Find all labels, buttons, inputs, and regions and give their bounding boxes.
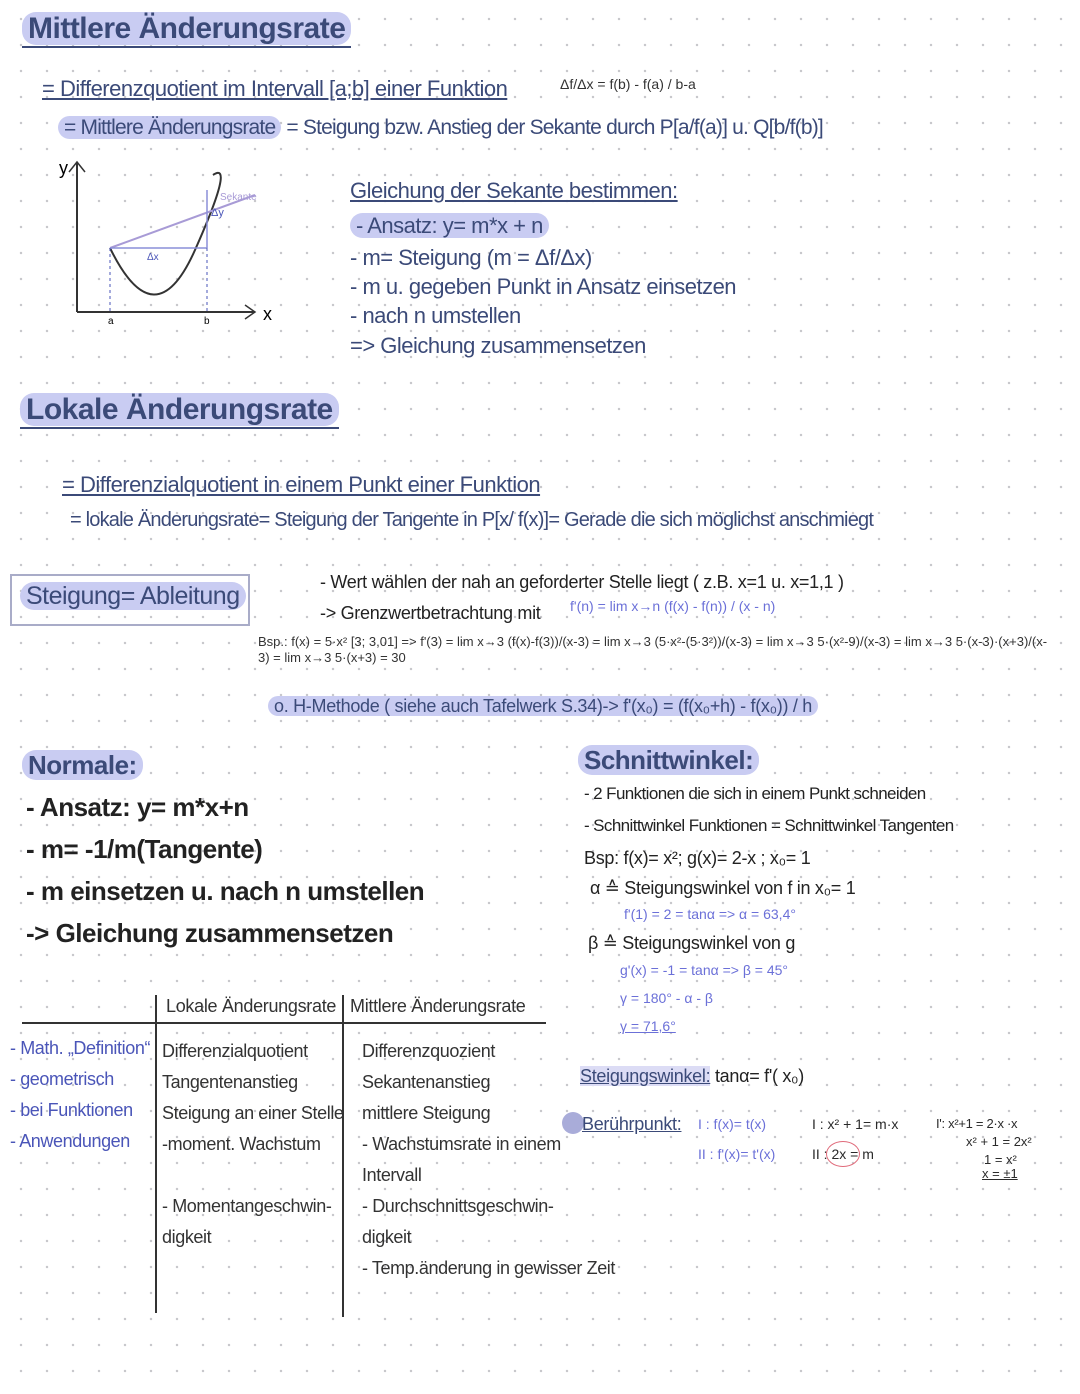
title-schnittwinkel: Schnittwinkel: bbox=[578, 745, 759, 775]
limit-formula: f'(n) = lim x→n (f(x) - f(n)) / (x - n) bbox=[570, 598, 776, 614]
tangent-slope-line: = lokale Änderungsrate= Steigung der Tangente in P[x/ f(x)]= Gerade die sich möglichst anschmiegt bbox=[70, 509, 874, 531]
solve-step-1: I': x²+1 = 2·x ·x bbox=[936, 1116, 1018, 1131]
gamma-result: γ = 71,6° bbox=[620, 1018, 676, 1034]
secant-heading: Gleichung der Sekante bestimmen: bbox=[350, 178, 678, 203]
row-label-anwendungen: - Anwendungen bbox=[10, 1131, 130, 1151]
cell-mittel: - Wachstumsrate in einem bbox=[362, 1134, 561, 1154]
schnittwinkel-item-2: - Schnittwinkel Funktionen = Schnittwinkel Tangenten bbox=[584, 816, 954, 835]
beta-calculation: g'(x) = -1 = tanα => β = 45° bbox=[620, 962, 789, 978]
cell-mittel: Sekantenanstieg bbox=[362, 1072, 491, 1092]
graph-dx-label: Δx bbox=[147, 252, 159, 263]
gamma-formula: γ = 180° - α - β bbox=[620, 990, 713, 1006]
secant-step-2: - m= Steigung (m = Δf/Δx) bbox=[350, 245, 592, 270]
secant-step-3: - m u. gegeben Punkt in Ansatz einsetzen bbox=[350, 274, 737, 299]
schnittwinkel-example: Bsp: f(x)= x²; g(x)= 2-x ; x₀= 1 bbox=[584, 848, 811, 868]
secant-slope-text: = Steigung bzw. Anstieg der Sekante durch P[a/f(a)] u. Q[b/f(b)] bbox=[286, 116, 823, 139]
graph-b-label: b bbox=[204, 316, 210, 327]
cell-lokal bbox=[162, 1160, 344, 1191]
title-lokale-aenderungsrate: Lokale Änderungsrate bbox=[20, 393, 339, 426]
graph-secant-label: Sekante bbox=[220, 192, 257, 203]
steigungswinkel-label: Steigungswinkel: bbox=[580, 1066, 711, 1086]
secant-graph bbox=[55, 150, 295, 330]
alpha-definition: α ≙ Steigungswinkel von f in x₀= 1 bbox=[590, 878, 856, 898]
differential-quotient-line: = Differenzialquotient in einem Punkt einer Funktion bbox=[62, 472, 541, 497]
cell-mittel: - Temp.änderung in gewisser Zeit bbox=[362, 1258, 615, 1278]
normale-item-1: - Ansatz: y= m*x+n bbox=[26, 792, 249, 822]
beruehrpunkt-label: Berührpunkt: bbox=[582, 1114, 682, 1134]
row-label-geometrisch: - geometrisch bbox=[10, 1069, 114, 1089]
h-method: o. H-Methode ( siehe auch Tafelwerk S.34)-> f'(x₀) = (f(x₀+h) - f(x₀)) / h bbox=[268, 696, 818, 716]
schnittwinkel-item-1: - 2 Funktionen die sich in einem Punkt schneiden bbox=[584, 784, 926, 803]
beruehrpunkt-eq-1: I : x² + 1= m·x bbox=[812, 1116, 899, 1132]
graph-y-label: y bbox=[59, 158, 68, 178]
highlight-mittlere: = Mittlere Änderungsrate bbox=[58, 116, 281, 139]
steigung-ableitung-label: Steigung= Ableitung bbox=[20, 582, 246, 610]
table-header-mittel: Mittlere Änderungsrate bbox=[350, 996, 526, 1016]
cell-lokal: -moment. Wachstum bbox=[162, 1134, 321, 1154]
cell-lokal: - Momentangeschwin- bbox=[162, 1196, 332, 1216]
alpha-calculation: f'(1) = 2 = tanα => α = 63,4° bbox=[624, 906, 796, 922]
cell-mittel: Differenzquozient bbox=[362, 1041, 495, 1061]
limit-example: Bsp.: f(x) = 5·x² [3; 3,01] => f'(3) = lim x→3 (f(x)-f(3))/(x-3) = lim x→3 (5·x²-(5·3²))/(x-3) = lim x→3 5·(x²-9)/(x-3) = lim x→3 5·(x-3)·(x+3)/(x-3) = lim x→3 5·(x+3) = 30 bbox=[258, 634, 1048, 665]
cell-lokal: Steigung an einer Stelle bbox=[162, 1103, 344, 1123]
solve-result: x = ±1 bbox=[982, 1166, 1018, 1181]
cell-lokal: digkeit bbox=[162, 1227, 212, 1247]
cell-mittel: digkeit bbox=[362, 1227, 412, 1247]
title-normale: Normale: bbox=[22, 750, 143, 780]
beruehrpunkt-cond-2: II : f'(x)= t'(x) bbox=[698, 1146, 776, 1162]
solve-step-2: x² + 1 = 2x² bbox=[966, 1134, 1032, 1149]
normale-item-2: - m= -1/m(Tangente) bbox=[26, 834, 263, 864]
beruehrpunkt-eq-2: II : 2x = m bbox=[812, 1146, 874, 1162]
secant-step-1: - Ansatz: y= m*x + n bbox=[350, 213, 549, 238]
cell-mittel: - Durchschnittsgeschwin- bbox=[362, 1196, 554, 1216]
table-header-lokal: Lokale Änderungsrate bbox=[166, 996, 337, 1016]
cell-lokal: Differenzialquotient bbox=[162, 1041, 308, 1061]
circle-mark bbox=[826, 1141, 860, 1167]
beruehrpunkt-cond-1: I : f(x)= t(x) bbox=[698, 1116, 767, 1132]
row-label-definition: - Math. „Definition“ bbox=[10, 1038, 151, 1058]
graph-x-label: x bbox=[263, 304, 272, 324]
title-mittlere-aenderungsrate: Mittlere Änderungsrate bbox=[22, 12, 351, 45]
bullet-wert-waehlen: - Wert wählen der nah an geforderter Stelle liegt ( z.B. x=1 u. x=1,1 ) bbox=[320, 572, 844, 592]
normale-item-4: -> Gleichung zusammensetzen bbox=[26, 918, 394, 948]
row-label-funktionen: - bei Funktionen bbox=[10, 1100, 133, 1120]
bullet-grenzwert: -> Grenzwertbetrachtung mit bbox=[320, 603, 541, 623]
solve-step-3: 1 = x² bbox=[984, 1152, 1017, 1167]
graph-a-label: a bbox=[108, 316, 114, 327]
cell-mittel: mittlere Steigung bbox=[362, 1103, 491, 1123]
secant-step-4: - nach n umstellen bbox=[350, 303, 521, 328]
beta-definition: β ≙ Steigungswinkel von g bbox=[588, 933, 796, 953]
definition-line: = Differenzquotient im Intervall [a;b] einer Funktion bbox=[42, 76, 508, 101]
secant-step-5: => Gleichung zusammensetzen bbox=[350, 333, 646, 358]
steigungswinkel-formula: tanα= f'( x₀) bbox=[714, 1066, 804, 1086]
cell-mittel: Intervall bbox=[362, 1165, 422, 1185]
normale-item-3: - m einsetzen u. nach n umstellen bbox=[26, 876, 425, 906]
graph-dy-label: Δy bbox=[211, 207, 224, 219]
difference-quotient-formula: Δf/Δx = f(b) - f(a) / b-a bbox=[560, 76, 696, 92]
cell-lokal: Tangentenanstieg bbox=[162, 1072, 298, 1092]
